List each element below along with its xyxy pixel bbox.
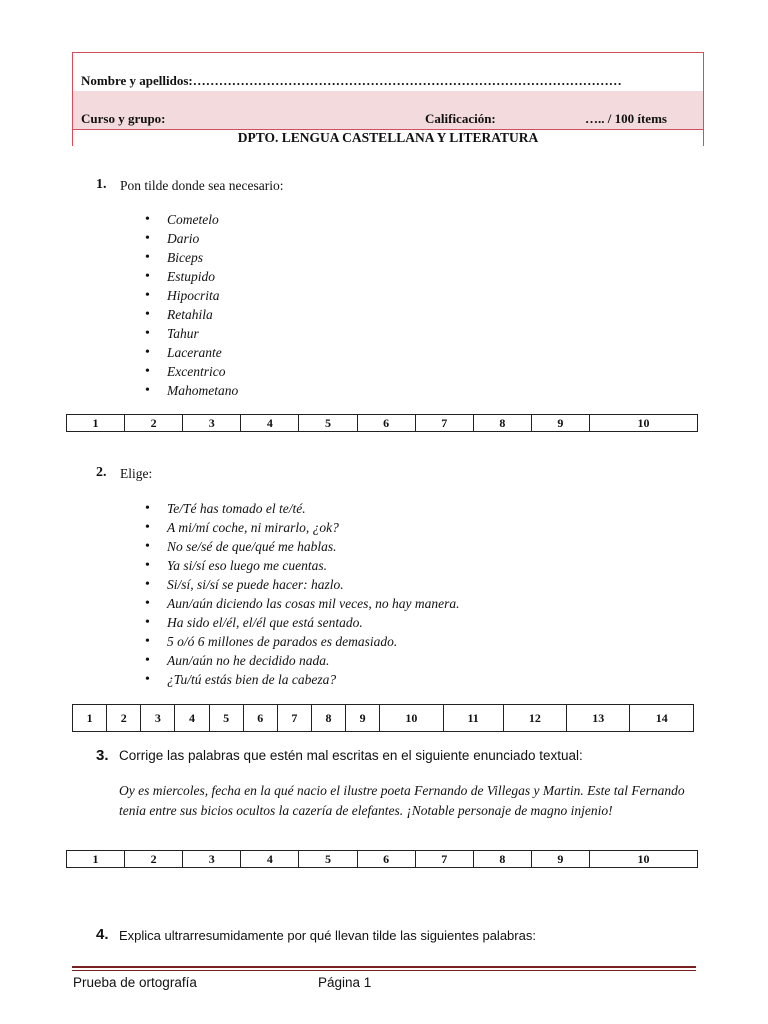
answer-cell[interactable]: 2 [107, 705, 141, 732]
answer-cell[interactable]: 5 [299, 415, 357, 432]
list-item: • Te/Té has tomado el te/té. [145, 499, 459, 518]
name-label: Nombre y apellidos:……………………………………………………………………………………… [81, 73, 622, 88]
header-box [72, 52, 704, 146]
answer-cell[interactable]: 3 [183, 415, 241, 432]
list-item: • Tahur [145, 324, 238, 343]
list-item: • Ha sido el/él, el/él que está sentado. [145, 613, 459, 632]
list-item: • Hipocrita [145, 286, 238, 305]
answer-cell[interactable]: 12 [503, 705, 566, 732]
answer-cell[interactable]: 4 [241, 851, 299, 868]
footer-title: Prueba de ortografía [73, 975, 197, 990]
list-item: • Retahila [145, 305, 238, 324]
answer-cell[interactable]: 2 [125, 415, 183, 432]
list-item: • Lacerante [145, 343, 238, 362]
answer-cell[interactable]: 5 [299, 851, 357, 868]
answer-cell[interactable]: 1 [67, 415, 125, 432]
q2-number: 2. [96, 465, 107, 480]
list-item: • 5 o/ó 6 millones de parados es demasiado. [145, 632, 459, 651]
answer-cell[interactable]: 7 [415, 415, 473, 432]
list-item: • Dario [145, 229, 238, 248]
answer-cell[interactable]: 6 [243, 705, 277, 732]
q2-answer-table [72, 704, 694, 732]
q1-answer-table [66, 414, 698, 432]
q3-text: Corrige las palabras que estén mal escritas en el siguiente enunciado textual: [119, 748, 583, 763]
answer-cell[interactable]: 3 [183, 851, 241, 868]
list-item: • Excentrico [145, 362, 238, 381]
name-row [73, 53, 703, 92]
answer-cell[interactable]: 9 [531, 415, 589, 432]
list-item: • Si/sí, si/sí se puede hacer: hazlo. [145, 575, 459, 594]
list-item: • Estupido [145, 267, 238, 286]
answer-cell[interactable]: 1 [67, 851, 125, 868]
answer-cell[interactable]: 6 [357, 851, 415, 868]
course-row [73, 91, 703, 130]
footer-rule [72, 966, 696, 968]
list-item: • Biceps [145, 248, 238, 267]
answer-cell[interactable]: 7 [415, 851, 473, 868]
answer-cell[interactable]: 2 [125, 851, 183, 868]
answer-cell[interactable]: 4 [241, 415, 299, 432]
list-item: • Aun/aún diciendo las cosas mil veces, no hay manera. [145, 594, 459, 613]
answer-cell[interactable]: 10 [589, 851, 697, 868]
list-item: • Cometelo [145, 210, 238, 229]
course-label: Curso y grupo: [81, 111, 166, 126]
q1-number: 1. [96, 177, 107, 192]
answer-cell[interactable]: 8 [473, 415, 531, 432]
answer-cell[interactable]: 14 [630, 705, 694, 732]
department-title: DPTO. LENGUA CASTELLANA Y LITERATURA [73, 130, 703, 146]
answer-cell[interactable]: 6 [357, 415, 415, 432]
items-label: ….. / 100 ítems [585, 111, 667, 126]
q2-text: Elige: [120, 466, 153, 481]
answer-cell[interactable]: 11 [443, 705, 503, 732]
answer-cell[interactable]: 8 [473, 851, 531, 868]
answer-cell[interactable]: 13 [567, 705, 630, 732]
q1-list [145, 210, 238, 400]
page-number: Página 1 [318, 975, 372, 990]
answer-cell[interactable]: 1 [73, 705, 107, 732]
q3-paragraph: Oy es miercoles, fecha en la qué nacio el ilustre poeta Fernando de Villegas y Martin. Este tal Fernando tenia entre sus bicios ocultos la cazería de elefantes. ¡Notable personaje de magno injenio! [119, 783, 685, 818]
answer-cell[interactable]: 9 [531, 851, 589, 868]
list-item: • Mahometano [145, 381, 238, 400]
grade-label: Calificación: [425, 111, 496, 126]
footer-rule-thin [72, 970, 696, 971]
list-item: • ¿Tu/tú estás bien de la cabeza? [145, 670, 459, 689]
q2-list [145, 499, 459, 689]
list-item: • Aun/aún no he decidido nada. [145, 651, 459, 670]
answer-cell[interactable]: 8 [311, 705, 345, 732]
list-item: • No se/sé de que/qué me hablas. [145, 537, 459, 556]
q4-number: 4. [96, 926, 109, 943]
answer-cell[interactable]: 9 [346, 705, 380, 732]
q3-answer-table [66, 850, 698, 868]
list-item: • Ya si/sí eso luego me cuentas. [145, 556, 459, 575]
answer-cell[interactable]: 4 [175, 705, 209, 732]
answer-cell[interactable]: 5 [209, 705, 243, 732]
list-item: • A mi/mí coche, ni mirarlo, ¿ok? [145, 518, 459, 537]
answer-cell[interactable]: 3 [141, 705, 175, 732]
answer-cell[interactable]: 10 [380, 705, 443, 732]
answer-cell[interactable]: 7 [277, 705, 311, 732]
q1-text: Pon tilde donde sea necesario: [120, 178, 284, 193]
q4-text: Explica ultrarresumidamente por qué llevan tilde las siguientes palabras: [119, 928, 536, 943]
answer-cell[interactable]: 10 [589, 415, 697, 432]
q3-number: 3. [96, 747, 109, 764]
